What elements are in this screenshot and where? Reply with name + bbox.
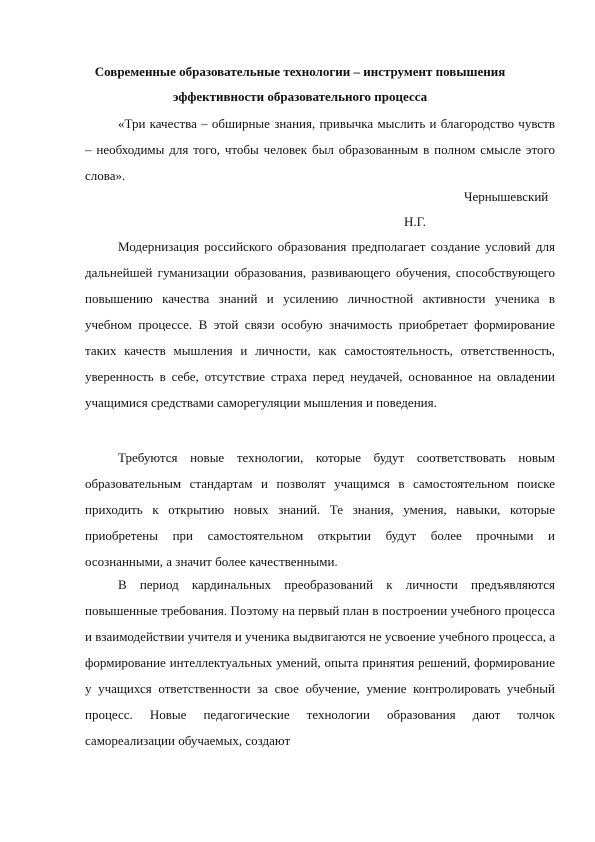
paragraph-3: В период кардинальных преобразований к личности предъявляются повышенные требования. Поэтому на первый план в построении учебного процесса и взаимодействии учителя и ученика выдвигаются не усвоение учебного процесса, а формирование интеллектуальных умений, опыта принятия решений, формирование у учащихся ответственности за свое обучение, умение контролировать учебный процесс. Новые педагогические технологии образования дают толчок самореализации обучаемых, создают bbox=[85, 577, 555, 748]
epigraph-quote: «Три качества – обширные знания, привычка мыслить и благородство чувств – необходимы для того, чтобы человек был образованным в полном смысле этого слова». bbox=[85, 116, 555, 183]
title-line-1: Современные образовательные технологии – инструмент повышения bbox=[94, 64, 506, 79]
document-title bbox=[60, 59, 540, 109]
paragraph-2: Требуются новые технологии, которые будут соответствовать новым образовательным стандартам и позволят учащимся в самостоятельном поиске приходить к открытию новых знаний. Те знания, умения, навыки, которые приобретены при самостоятельном открытии будут более прочными и осознанными, а значит более качественными. bbox=[85, 450, 555, 569]
epigraph-author-surname: Чернышевский bbox=[464, 189, 549, 204]
paragraph-1: Модернизация российского образования предполагает создание условий для дальнейшей гуманизации образования, развивающего обучения, способствующего повышению качества знаний и усилению личностной активности ученика в учебном процессе. В этой связи особую значимость приобретает формирование таких качеств мышления и личности, как самостоятельность, ответственность, уверенность в себе, отсутствие страха перед неудачей, основанное на овладении учащимися средствами саморегуляции мышления и поведения. bbox=[85, 239, 555, 410]
epigraph-author-initials: Н.Г. bbox=[404, 214, 426, 229]
title-line-2: эффективности образовательного процесса bbox=[172, 89, 428, 104]
